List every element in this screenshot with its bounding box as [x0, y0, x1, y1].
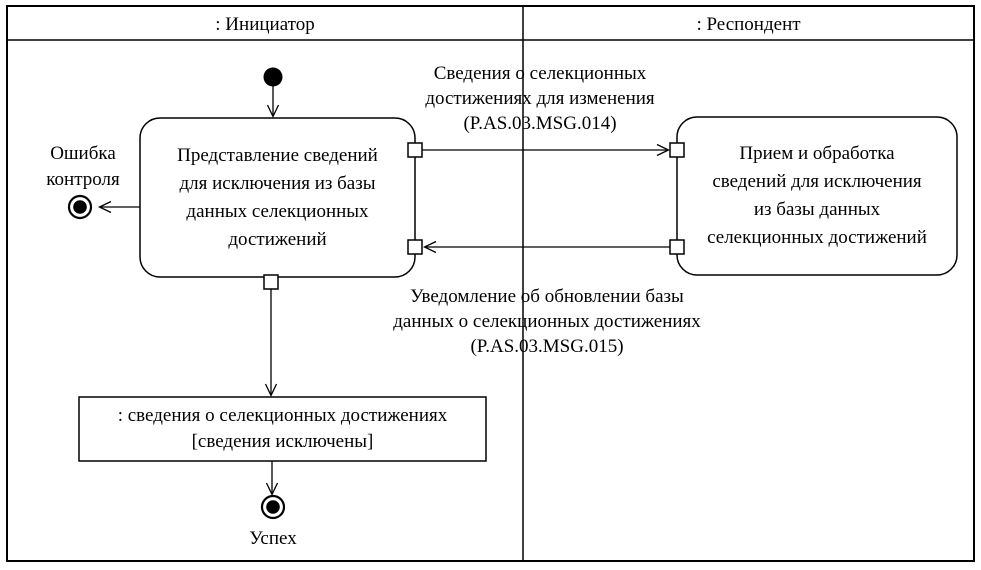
activity-respondent-line: селекционных достижений	[707, 227, 927, 248]
message-request-line: (P.AS.03.MSG.014)	[463, 113, 617, 134]
activity-initiator-line: достижений	[228, 228, 327, 250]
error-final-line: Ошибка	[50, 143, 116, 164]
object-node-label	[79, 397, 486, 461]
message-response-line: данных о селекционных достижениях	[393, 311, 701, 332]
message-response-line: (P.AS.03.MSG.015)	[470, 336, 624, 357]
activity-respondent-line: Прием и обработка	[739, 143, 895, 164]
error-final-line: контроля	[46, 169, 120, 190]
success-final-label: Успех	[249, 528, 297, 549]
activity-respondent-line: из базы данных	[753, 199, 881, 220]
error-final-label	[25, 141, 141, 193]
initial-node	[264, 68, 283, 87]
activity-initiator-line: данных селекционных	[186, 200, 369, 222]
object-node-line: : сведения о селекционных достижениях	[117, 405, 448, 426]
object-node-line: [сведения исключены]	[191, 431, 374, 452]
activity-initiator-line: для исключения из базы	[179, 172, 376, 194]
object-output-pin	[264, 275, 278, 289]
message-response-label	[377, 284, 717, 359]
activity-respondent-label	[677, 117, 957, 275]
final-node-success-inner	[266, 500, 280, 514]
message-response-line: Уведомление об обновлении базы	[410, 286, 684, 307]
swimlane-title-respondent: : Респондент	[696, 14, 801, 35]
swimlane-title-initiator: : Инициатор	[215, 14, 315, 35]
message-request-line: Сведения о селекционных	[433, 63, 647, 84]
activity-respondent-line: сведений для исключения	[712, 171, 922, 192]
activity-initiator-line: Представление сведений	[177, 144, 378, 166]
final-node-error-inner	[73, 200, 87, 214]
activity-initiator-label	[140, 118, 415, 277]
message-request-label	[400, 61, 680, 136]
message-request-line: достижениях для изменения	[425, 88, 655, 109]
